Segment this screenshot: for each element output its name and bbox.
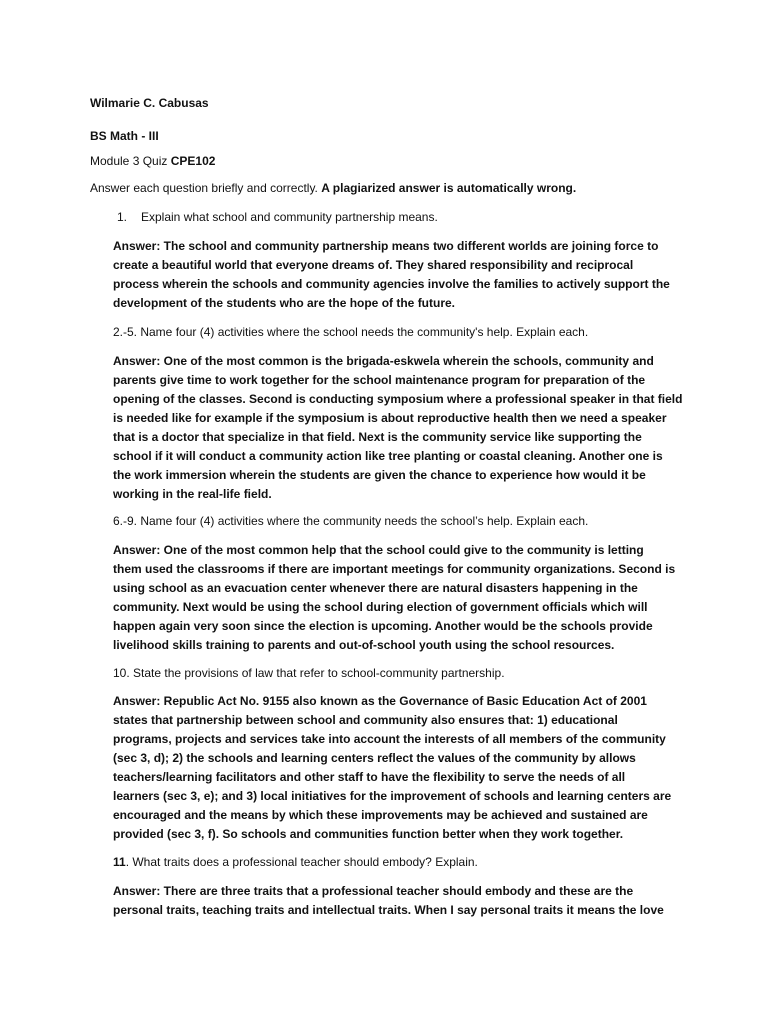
answer-2-5 (113, 352, 693, 504)
question-6-9: 6.-9. Name four (4) activities where the community needs the school’s help. Explain each. (113, 514, 589, 528)
answer-line: working in the real-life field. (113, 487, 272, 501)
student-name: Wilmarie C. Cabusas (90, 96, 209, 110)
quiz-title-prefix: Module 3 Quiz (90, 154, 171, 168)
question-number: 1. (117, 210, 128, 224)
question-1 (117, 208, 717, 227)
answer-line: using school as an evacuation center whenever there are natural disasters happening in the (113, 581, 638, 595)
question-text: . What traits does a professional teacher should embody? Explain. (125, 855, 478, 869)
answer-line: happen again very soon since the election is upcoming. Another would be the schools provide (113, 619, 653, 633)
answer-line: Answer: One of the most common help that the school could give to the community is letting (113, 543, 644, 557)
answer-line: Answer: There are three traits that a professional teacher should embody and these are the (113, 884, 634, 898)
instructions-bold: A plagiarized answer is automatically wrong. (321, 181, 577, 195)
answer-line: (sec 3, d); 2) the schools and learning centers reflect the values of the community by allows (113, 751, 636, 765)
answer-line: encouraged and the means by which these improvements may be achieved and sustained are (113, 808, 648, 822)
answer-10 (113, 692, 693, 844)
answer-line: school if it will conduct a community action like tree planting or coastal cleaning. Another one is (113, 449, 663, 463)
answer-line: Answer: One of the most common is the brigada-eskwela wherein the schools, community and (113, 354, 654, 368)
quiz-code: CPE102 (170, 154, 216, 168)
answer-line: development of the students who are the hope of the future. (113, 296, 456, 310)
student-course: BS Math - III (90, 129, 159, 143)
answer-line: learners (sec 3, e); and 3) local initiatives for the improvement of schools and learning centers are (113, 789, 672, 803)
answer-11 (113, 882, 693, 920)
instructions (90, 179, 690, 198)
answer-line: create a beautiful world that everyone dreams of. They shared responsibility and reciprocal (113, 258, 634, 272)
answer-line: parents give time to work together for the school maintenance program for preparation of the (113, 373, 646, 387)
answer-6-9 (113, 541, 693, 655)
instructions-plain: Answer each question briefly and correctly. (90, 181, 322, 195)
answer-line: the work immersion wherein the students are given the chance to experience how would it be (113, 468, 646, 482)
answer-line: opening of the classes. Second is conducting symposium where a professional speaker in that field (113, 392, 683, 406)
answer-line: Answer: Republic Act No. 9155 also known as the Governance of Basic Education Act of 2001 (113, 694, 647, 708)
answer-line: livelihood skills training to parents and out-of-school youth using the school resources. (113, 638, 615, 652)
answer-line: that is a doctor that specialize in that field. Next is the community service like supporting the (113, 430, 642, 444)
answer-line: states that partnership between school and community also ensures that: 1) educational (113, 713, 618, 727)
quiz-title (90, 152, 690, 171)
question-text: Explain what school and community partnership means. (141, 210, 438, 224)
question-number: 11 (113, 855, 126, 869)
answer-line: community. Next would be using the school during election of government officials which will (113, 600, 648, 614)
question-10: 10. State the provisions of law that refer to school-community partnership. (113, 666, 505, 680)
answer-line: programs, projects and services take into account the interests of all members of the community (113, 732, 666, 746)
answer-line: is needed like for example if the symposium is about reproductive health then we need a speaker (113, 411, 667, 425)
answer-line: process wherein the schools and community agencies involve the families to actively support the (113, 277, 670, 291)
answer-line: personal traits, teaching traits and intellectual traits. When I say personal traits it means the love (113, 903, 664, 917)
answer-line: Answer: The school and community partnership means two different worlds are joining force to (113, 239, 659, 253)
question-11 (113, 853, 693, 872)
question-2-5: 2.-5. Name four (4) activities where the school needs the community's help. Explain each. (113, 325, 589, 339)
answer-line: them used the classrooms if there are important meetings for community organizations. Second is (113, 562, 676, 576)
answer-line: teachers/learning facilitators and other staff to have the flexibility to serve the needs of all (113, 770, 626, 784)
answer-1 (113, 237, 693, 313)
answer-line: provided (sec 3, f). So schools and communities function better when they work together. (113, 827, 624, 841)
